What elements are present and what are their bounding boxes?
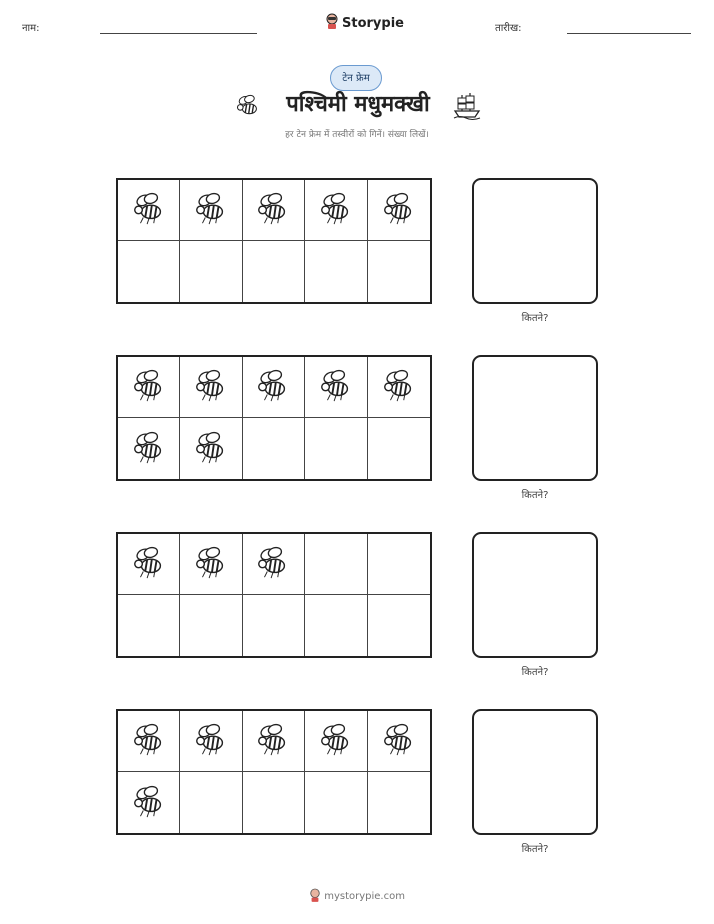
frame-cell [305,357,367,418]
frame-cell [180,772,242,833]
frame-cell [118,711,180,772]
frame-cell [118,180,180,241]
frame-cell [243,595,305,656]
frame-cell [243,418,305,479]
brand-name: Storypie [342,15,404,31]
bee-icon [130,543,168,585]
frame-cell [368,711,430,772]
frame-cell [180,595,242,656]
how-many-label: कितने? [521,667,549,678]
frame-cell [305,595,367,656]
frame-cell [118,595,180,656]
bee-icon [380,189,418,231]
bee-icon [130,782,168,824]
frame-cell [180,711,242,772]
bee-icon [317,366,355,408]
storypie-mascot-icon [309,888,321,905]
frame-cell [305,180,367,241]
date-line[interactable] [567,33,691,34]
frame-cell [368,357,430,418]
frame-cell [305,711,367,772]
storypie-mascot-icon [325,13,339,33]
bee-icon [380,720,418,762]
frame-cell [118,418,180,479]
frame-cell [180,357,242,418]
bee-icon [317,720,355,762]
frame-cell [243,357,305,418]
bee-icon [130,189,168,231]
frame-cell [180,418,242,479]
frame-cell [368,595,430,656]
frame-cell [305,534,367,595]
bee-icon [234,92,262,124]
frame-cell [243,711,305,772]
bee-icon [254,189,292,231]
how-many-label: कितने? [521,490,549,501]
ten-frame [116,709,432,835]
frame-cell [243,534,305,595]
bee-icon [254,366,292,408]
name-line[interactable] [100,33,257,34]
frame-cell [180,534,242,595]
frame-cell [368,534,430,595]
bee-icon [130,720,168,762]
footer [0,888,714,905]
ship-icon [452,90,482,124]
footer-url[interactable]: mystorypie.com [324,891,405,902]
frame-cell [243,241,305,302]
frame-cell [305,418,367,479]
frame-cell [118,241,180,302]
bee-icon [380,366,418,408]
bee-icon [130,428,168,470]
frame-cell [118,357,180,418]
how-many-label: कितने? [521,313,549,324]
frame-cell [243,772,305,833]
ten-frame [116,178,432,304]
bee-icon [254,720,292,762]
bee-icon [317,189,355,231]
frame-cell [368,772,430,833]
ten-frame [116,355,432,481]
bee-icon [192,428,230,470]
bee-icon [130,366,168,408]
frame-cell [243,180,305,241]
frame-cell [118,772,180,833]
brand-logo [325,13,404,33]
frame-cell [180,241,242,302]
page-title: पश्चिमी मधुमक्खी [286,92,430,117]
frame-cell [305,772,367,833]
bee-icon [254,543,292,585]
worksheet-type-badge: टेन फ्रेम [330,65,382,91]
name-label: नाम: [22,23,40,34]
frame-cell [368,180,430,241]
answer-box[interactable] [472,178,598,304]
bee-icon [192,543,230,585]
answer-box[interactable] [472,532,598,658]
frame-cell [368,418,430,479]
how-many-label: कितने? [521,844,549,855]
ten-frame [116,532,432,658]
frame-cell [368,241,430,302]
bee-icon [192,720,230,762]
bee-icon [192,366,230,408]
answer-box[interactable] [472,355,598,481]
answer-box[interactable] [472,709,598,835]
frame-cell [118,534,180,595]
date-label: तारीख: [495,23,522,34]
frame-cell [305,241,367,302]
instructions: हर टेन फ्रेम में तस्वीरों को गिनें। संख्या लिखें। [285,130,429,140]
frame-cell [180,180,242,241]
bee-icon [192,189,230,231]
